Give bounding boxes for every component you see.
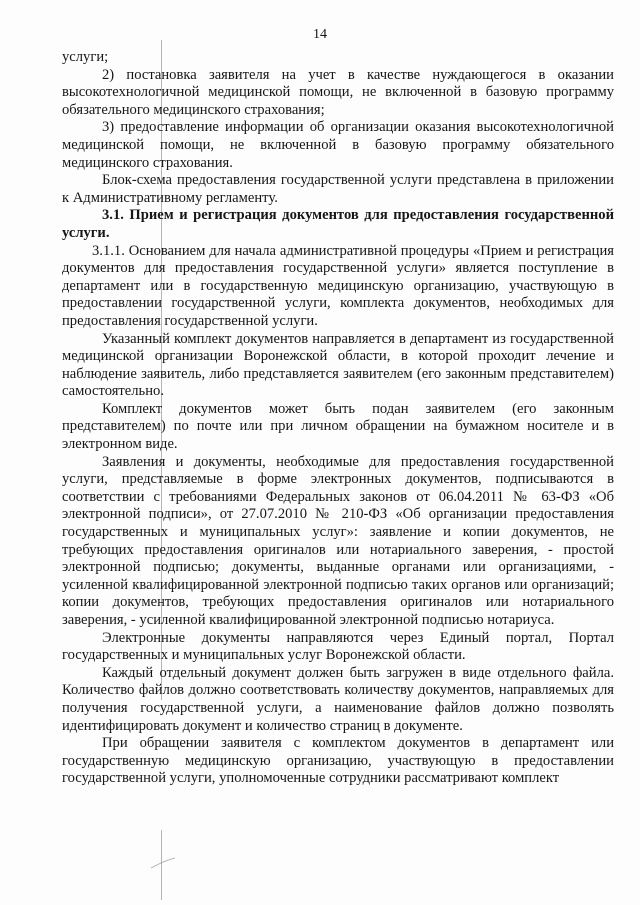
page-number: 14 (313, 27, 327, 42)
paragraph-10: Электронные документы направляются через Единый портал, Портал государственных и муниципальных услуг Воронежской области. (62, 629, 614, 664)
paragraph-7: Указанный комплект документов направляется в департамент из государственной медицинской организации Воронежской области, в которой проходит лечение и наблюдение заявитель, либо представляется заявителем (его законным представителем) самостоятельно. (62, 330, 614, 400)
document-body (62, 49, 614, 788)
paragraph-11: Каждый отдельный документ должен быть загружен в виде отдельного файла. Количество файлов должно соответствовать количеству документов, направляемых для получения государственной услуги, а наименование файлов должно позволять идентифицировать документ и количество страниц в документе. (62, 664, 614, 734)
scan-stroke-mark (149, 855, 177, 871)
paragraph-2: 2) постановка заявителя на учет в качестве нуждающегося в оказании высокотехнологичной медицинской помощи, не включенной в базовую программу обязательного медицинского страхования; (62, 66, 614, 118)
paragraph-8: Комплект документов может быть подан заявителем (его законным представителем) по почте или при личном обращении на бумажном носителе и в электронном виде. (62, 400, 614, 453)
paragraph-9: Заявления и документы, необходимые для предоставления государственной услуги, представляемые в форме электронных документов, подписываются в соответствии с требованиями Федеральных законов от 06.04.2011 № 63-ФЗ «Об электронной подписи», от 27.07.2010 № 210-ФЗ «Об организации предоставления государственных и муниципальных услуг»: заявление и копии документов, не требующих предоставления оригиналов или нотариального заверения, - простой электронной подписью; документы, выданные органами или организациями, - усиленной квалифицированной электронной подписью таких органов или организаций; копии документов, требующих предоставления оригиналов или нотариального заверения, - усиленной квалифицированной электронной подписью нотариуса. (62, 453, 614, 628)
paragraph-3: 3) предоставление информации об организации оказания высокотехнологичной медицинской помощи, не включенной в базовую программу обязательного медицинского страхования. (62, 119, 614, 171)
section-heading: 3.1. Прием и регистрация документов для предоставления государственной услуги. (62, 207, 614, 241)
paragraph-12: При обращении заявителя с комплектом документов в департамент или государственную медицинскую организацию, участвующую в предоставлении государственной услуги, уполномоченные сотрудники рассматривают комплект (62, 735, 614, 787)
paragraph-6: 3.1.1. Основанием для начала административной процедуры «Прием и регистрация документов для предоставления государственной услуги» является поступление в департамент или в государственную медицинскую организацию, участвующую в предоставлении государственной услуги, комплекта документов, необходимых для предоставления государственной услуги. (62, 242, 614, 329)
paragraph-4: Блок-схема предоставления государственной услуги представлена в приложении к Административному регламенту. (62, 172, 614, 206)
paragraph-1: услуги; (62, 49, 109, 65)
